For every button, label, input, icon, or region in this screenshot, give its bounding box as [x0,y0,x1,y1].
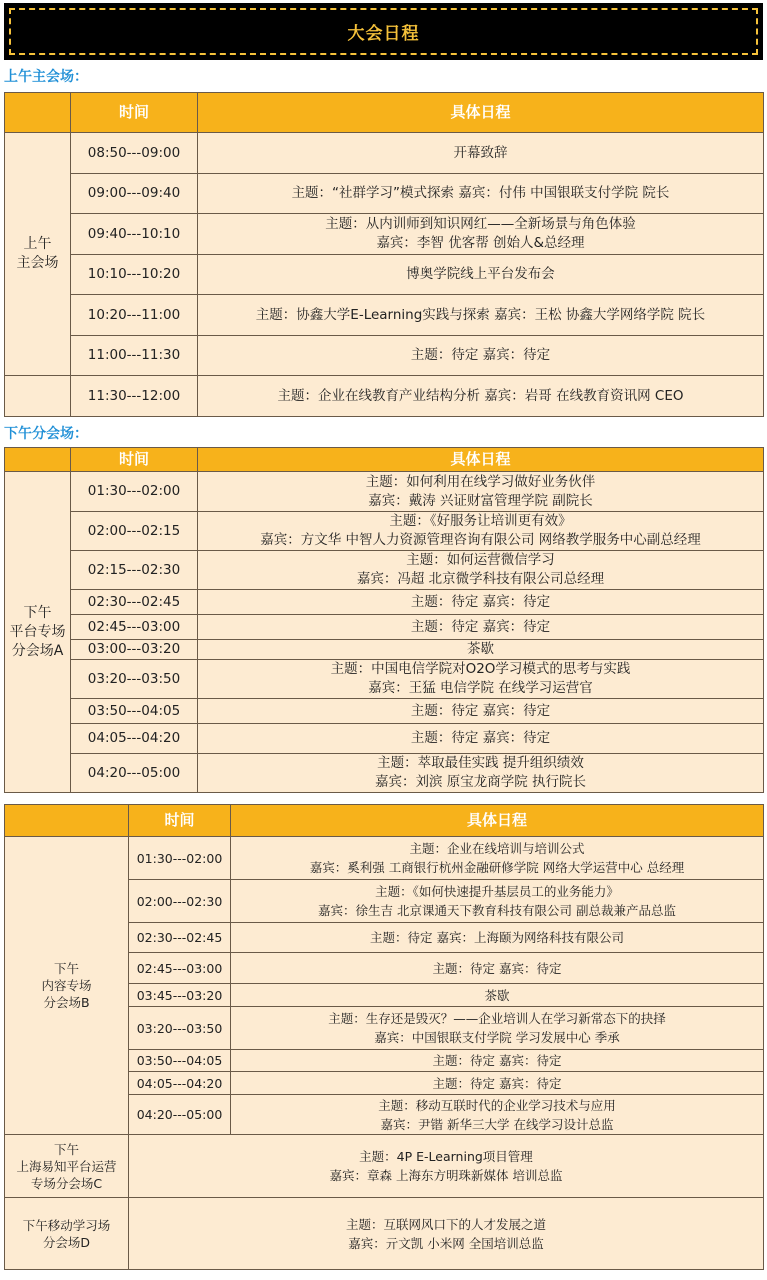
session-cell [5,472,71,793]
time-cell: 03:20---03:50 [71,660,198,699]
schedule-line: 嘉宾：戴涛 兴证财富管理学院 副院长 [368,492,593,509]
schedule-cell [231,880,764,923]
schedule-line: 主题：从内训师到知识网红——全新场景与角色体验 [325,216,636,232]
table-row [5,174,764,214]
schedule-line: 主题：“社群学习”模式探索 嘉宾：付伟 中国银联支付学院 院长 [291,185,670,201]
time-cell: 01:30---02:00 [71,472,198,512]
schedule-cell [198,724,764,754]
schedule-line: 主题：企业在线教育产业结构分析 嘉宾：岩哥 在线教育资讯网 CEO [277,387,684,404]
schedule-banner [4,3,763,60]
session-line: 平台专场 [9,623,66,640]
table-row [5,754,764,793]
time-cell: 02:45---03:00 [129,953,231,984]
header-schedule: 具体日程 [198,93,764,133]
session-cell [5,1198,129,1270]
schedule-cell [198,551,764,590]
schedule-line: 主题：待定 嘉宾：待定 [410,593,551,610]
schedule-line: 主题：《好服务让培训更有效》 [389,513,572,529]
header-time: 时间 [71,93,198,133]
table-row [5,133,764,174]
schedule-cell [129,1198,764,1270]
time-cell: 02:45---03:00 [71,615,198,640]
schedule-line: 主题：待定 嘉宾：待定 [432,960,562,976]
time-cell: 10:20---11:00 [71,295,198,336]
time-cell: 02:00---02:15 [71,512,198,551]
schedule-cell [198,376,764,417]
time-cell: 09:40---10:10 [71,214,198,255]
schedule-cell [198,133,764,174]
header-time: 时间 [71,448,198,472]
schedule-cell [198,214,764,255]
session-cell [5,133,71,376]
schedule-cell [231,953,764,984]
session-line: 上午 [23,236,52,252]
table-row [5,837,764,880]
header-blank [5,448,71,472]
schedule-line: 嘉宾：李智 优客帮 创始人&总经理 [376,235,585,251]
table-row [5,660,764,699]
time-cell: 10:10---10:20 [71,255,198,295]
session-line: 下午 [53,1141,79,1157]
schedule-cell [231,1007,764,1050]
time-cell: 03:50---04:05 [129,1050,231,1072]
schedule-line: 茶歇 [467,641,494,657]
header-row [5,93,764,133]
schedule-cell [231,1050,764,1072]
table-row [5,615,764,640]
session-line: 分会场D [42,1234,91,1250]
schedule-line: 主题：如何利用在线学习做好业务伙伴 [365,473,596,490]
session-cell-empty [5,376,71,417]
table-row [5,336,764,376]
time-cell: 03:00---03:20 [71,640,198,660]
table-row [5,255,764,295]
schedule-line: 主题：待定 嘉宾：待定 [410,347,551,363]
table-row [5,512,764,551]
table-row [5,640,764,660]
header-schedule: 具体日程 [198,448,764,472]
schedule-line: 主题：待定 嘉宾：上海颐为网络科技有限公司 [370,930,624,945]
session-line: 下午 [23,604,52,621]
schedule-cell [198,295,764,336]
schedule-cell [231,837,764,880]
schedule-line: 嘉宾：刘滨 原宝龙商学院 执行院长 [374,774,587,790]
schedule-line: 主题：企业在线培训与培训公式 [409,841,585,856]
session-line: 内容专场 [41,978,92,993]
session-line: 分会场B [43,995,90,1010]
session-line: 专场分会场C [30,1175,103,1191]
morning-section-label: 上午主会场： [4,69,88,85]
banner-title: 大会日程 [9,8,758,55]
session-line: 上海易知平台运营 [16,1158,117,1174]
table-row [5,1198,764,1270]
table-row [5,724,764,754]
session-line: 下午 [53,961,79,976]
schedule-cell [198,512,764,551]
schedule-line: 主题：待定 嘉宾：待定 [432,1053,562,1068]
schedule-cell [129,1135,764,1198]
time-cell: 04:20---05:00 [129,1095,231,1135]
schedule-line: 嘉宾：中国银联支付学院 学习发展中心 季承 [374,1030,620,1045]
schedule-line: 主题：待定 嘉宾：待定 [432,1075,562,1091]
schedule-cell [198,255,764,295]
time-cell: 03:20---03:50 [129,1007,231,1050]
schedule-cell [198,174,764,214]
table-row [5,1135,764,1198]
table-row [5,590,764,615]
time-cell: 04:05---04:20 [71,724,198,754]
schedule-line: 主题：4P E-Learning项目管理 [359,1149,533,1164]
time-cell: 03:45---03:20 [129,984,231,1007]
session-line: 分会场A [11,642,64,659]
table-row [5,551,764,590]
session-line: 下午移动学习场 [22,1217,111,1233]
time-cell: 11:00---11:30 [71,336,198,376]
morning-schedule-table [4,92,764,417]
schedule-cell [198,640,764,660]
afternoon-schedule-table-bcd [4,804,764,1270]
schedule-cell [198,590,764,615]
schedule-line: 茶歇 [484,987,510,1003]
schedule-line: 主题：如何运营微信学习 [406,552,555,568]
schedule-line: 嘉宾：方文华 中智人力资源管理咨询有限公司 网络教学服务中心副总经理 [260,532,701,548]
table-row [5,214,764,255]
schedule-line: 主题：移动互联时代的企业学习技术与应用 [378,1097,616,1113]
time-cell: 11:30---12:00 [71,376,198,417]
schedule-line: 主题：中国电信学院对O2O学习模式的思考与实践 [330,661,631,677]
time-cell: 02:15---02:30 [71,551,198,590]
schedule-line: 主题：待定 嘉宾：待定 [410,702,551,719]
schedule-line: 主题：《如何快速提升基层员工的业务能力》 [375,884,619,899]
time-cell: 08:50---09:00 [71,133,198,174]
afternoon-section-label: 下午分会场： [4,426,88,442]
schedule-cell [231,1072,764,1095]
schedule-line: 嘉宾：冯超 北京微学科技有限公司总经理 [356,571,605,587]
schedule-line: 嘉宾：奚利强 工商银行杭州金融研修学院 网络大学运营中心 总经理 [309,860,685,875]
schedule-line: 主题：待定 嘉宾：待定 [410,618,551,635]
schedule-cell [231,984,764,1007]
header-row [5,805,764,837]
time-cell: 09:00---09:40 [71,174,198,214]
schedule-line: 主题：协鑫大学E-Learning实践与探索 嘉宾：王松 协鑫大学网络学院 院长 [255,306,706,323]
schedule-line: 嘉宾：章森 上海东方明珠新媒体 培训总监 [329,1168,563,1183]
session-cell [5,1135,129,1198]
session-line: 主会场 [16,255,59,271]
table-row [5,472,764,512]
time-cell: 03:50---04:05 [71,699,198,724]
schedule-line: 主题：待定 嘉宾：待定 [410,730,551,746]
schedule-cell [198,754,764,793]
schedule-cell [198,336,764,376]
schedule-cell [198,472,764,512]
schedule-line: 嘉宾：亓文凯 小米网 全国培训总监 [348,1235,544,1251]
table-row [5,376,764,417]
time-cell: 02:30---02:45 [71,590,198,615]
time-cell: 04:20---05:00 [71,754,198,793]
schedule-line: 主题：萃取最佳实践 提升组织绩效 [377,755,584,771]
time-cell: 01:30---02:00 [129,837,231,880]
time-cell: 02:00---02:30 [129,880,231,923]
schedule-cell [231,1095,764,1135]
schedule-line: 博奥学院线上平台发布会 [406,266,555,282]
schedule-line: 开幕致辞 [453,144,508,161]
schedule-line: 主题：生存还是毁灭？——企业培训人在学习新常态下的抉择 [328,1011,666,1026]
schedule-cell [231,923,764,953]
schedule-line: 嘉宾：王猛 电信学院 在线学习运营官 [368,680,593,696]
header-row [5,448,764,472]
time-cell: 04:05---04:20 [129,1072,231,1095]
schedule-cell [198,699,764,724]
time-cell: 02:30---02:45 [129,923,231,953]
schedule-line: 嘉宾：徐生吉 北京课通天下教育科技有限公司 副总裁兼产品总监 [318,903,676,918]
schedule-cell [198,615,764,640]
table-row [5,699,764,724]
table-row [5,295,764,336]
header-blank [5,805,129,837]
header-schedule: 具体日程 [231,805,764,837]
schedule-line: 嘉宾：尹锴 新华三大学 在线学习设计总监 [380,1116,614,1132]
header-blank [5,93,71,133]
schedule-line: 主题：互联网风口下的人才发展之道 [345,1216,546,1232]
session-cell [5,837,129,1135]
schedule-cell [198,660,764,699]
header-time: 时间 [129,805,231,837]
afternoon-schedule-table-a [4,447,764,793]
